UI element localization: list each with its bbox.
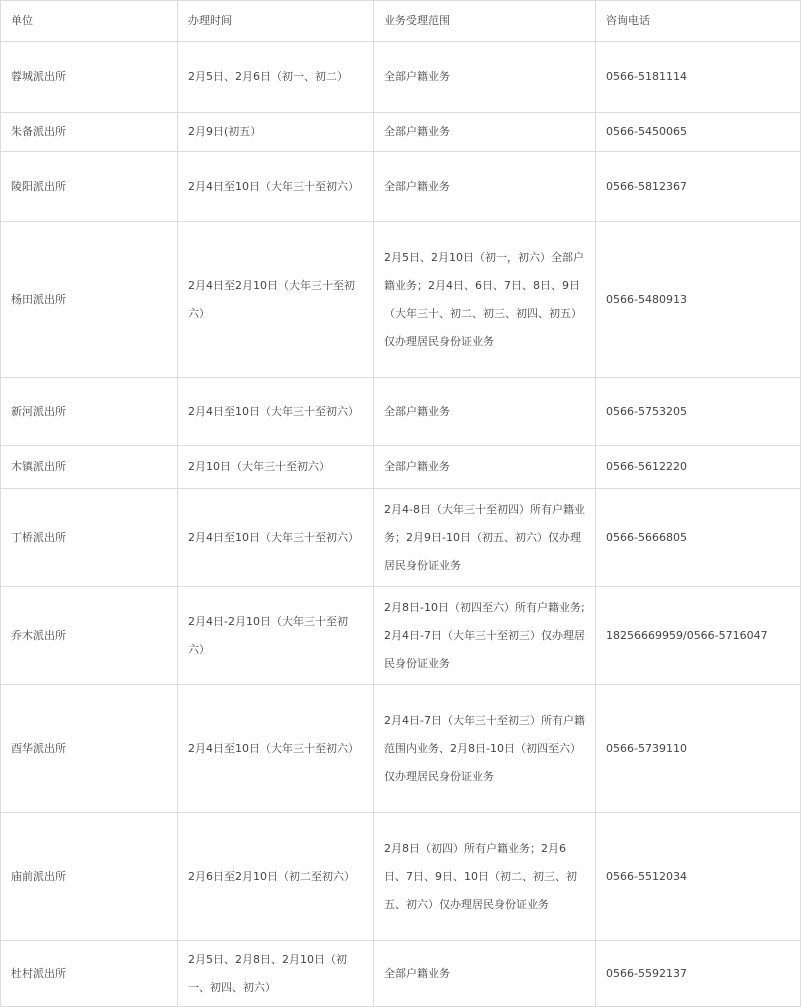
cell-phone: 0566-5753205 xyxy=(596,378,801,446)
table-row xyxy=(1,813,801,941)
cell-phone: 0566-5450065 xyxy=(596,113,801,152)
cell-scope: 全部户籍业务 xyxy=(374,152,596,222)
cell-scope: 全部户籍业务 xyxy=(374,113,596,152)
cell-phone: 0566-5666805 xyxy=(596,489,801,587)
table-row xyxy=(1,941,801,1007)
cell-unit: 陵阳派出所 xyxy=(1,152,178,222)
cell-unit: 乔木派出所 xyxy=(1,587,178,685)
cell-time: 2月6日至2月10日（初二至初六） xyxy=(178,813,374,941)
cell-scope: 全部户籍业务 xyxy=(374,446,596,489)
cell-unit: 新河派出所 xyxy=(1,378,178,446)
cell-scope: 全部户籍业务 xyxy=(374,42,596,113)
cell-time: 2月9日(初五） xyxy=(178,113,374,152)
cell-unit: 朱备派出所 xyxy=(1,113,178,152)
header-unit: 单位 xyxy=(1,1,178,42)
table-row xyxy=(1,378,801,446)
table-body xyxy=(1,1,801,1007)
cell-time: 2月4日至10日（大年三十至初六） xyxy=(178,489,374,587)
cell-phone: 0566-5181114 xyxy=(596,42,801,113)
header-phone: 咨询电话 xyxy=(596,1,801,42)
cell-scope: 全部户籍业务 xyxy=(374,378,596,446)
cell-phone: 18256669959/0566-5716047 xyxy=(596,587,801,685)
table-row xyxy=(1,222,801,378)
table-row xyxy=(1,489,801,587)
cell-scope: 2月5日、2月10日（初一，初六）全部户籍业务；2月4日、6日、7日、8日、9日（大年三十、初二、初三、初四、初五）仅办理居民身份证业务 xyxy=(374,222,596,378)
cell-scope: 2月4-8日（大年三十至初四）所有户籍业务；2月9日-10日（初五、初六）仅办理居民身份证业务 xyxy=(374,489,596,587)
cell-time: 2月4日至10日（大年三十至初六） xyxy=(178,378,374,446)
cell-phone: 0566-5612220 xyxy=(596,446,801,489)
cell-time: 2月5日、2月6日（初一、初二） xyxy=(178,42,374,113)
cell-time: 2月4日至10日（大年三十至初六） xyxy=(178,685,374,813)
table-row xyxy=(1,42,801,113)
cell-scope: 2月8日-10日（初四至六）所有户籍业务;2月4日-7日（大年三十至初三）仅办理居民身份证业务 xyxy=(374,587,596,685)
cell-phone: 0566-5739110 xyxy=(596,685,801,813)
cell-unit: 杜村派出所 xyxy=(1,941,178,1007)
cell-unit: 庙前派出所 xyxy=(1,813,178,941)
table-row xyxy=(1,685,801,813)
cell-time: 2月4日至10日（大年三十至初六） xyxy=(178,152,374,222)
cell-scope: 2月8日（初四）所有户籍业务；2月6日、7日、9日、10日（初二、初三、初五、初六）仅办理居民身份证业务 xyxy=(374,813,596,941)
cell-unit: 丁桥派出所 xyxy=(1,489,178,587)
table-row xyxy=(1,113,801,152)
table-header-row xyxy=(1,1,801,42)
cell-unit: 酉华派出所 xyxy=(1,685,178,813)
cell-phone: 0566-5480913 xyxy=(596,222,801,378)
cell-unit: 蓉城派出所 xyxy=(1,42,178,113)
cell-phone: 0566-5512034 xyxy=(596,813,801,941)
table-row xyxy=(1,587,801,685)
table-row xyxy=(1,446,801,489)
cell-unit: 杨田派出所 xyxy=(1,222,178,378)
cell-time: 2月5日、2月8日、2月10日（初一、初四、初六） xyxy=(178,941,374,1007)
cell-time: 2月4日至2月10日（大年三十至初六） xyxy=(178,222,374,378)
cell-scope: 全部户籍业务 xyxy=(374,941,596,1007)
cell-time: 2月4日-2月10日（大年三十至初六） xyxy=(178,587,374,685)
cell-phone: 0566-5592137 xyxy=(596,941,801,1007)
table-row xyxy=(1,152,801,222)
cell-phone: 0566-5812367 xyxy=(596,152,801,222)
header-scope: 业务受理范围 xyxy=(374,1,596,42)
cell-scope: 2月4日-7日（大年三十至初三）所有户籍范围内业务、2月8日-10日（初四至六）仅办理居民身份证业务 xyxy=(374,685,596,813)
header-time: 办理时间 xyxy=(178,1,374,42)
cell-time: 2月10日（大年三十至初六） xyxy=(178,446,374,489)
cell-unit: 木镇派出所 xyxy=(1,446,178,489)
